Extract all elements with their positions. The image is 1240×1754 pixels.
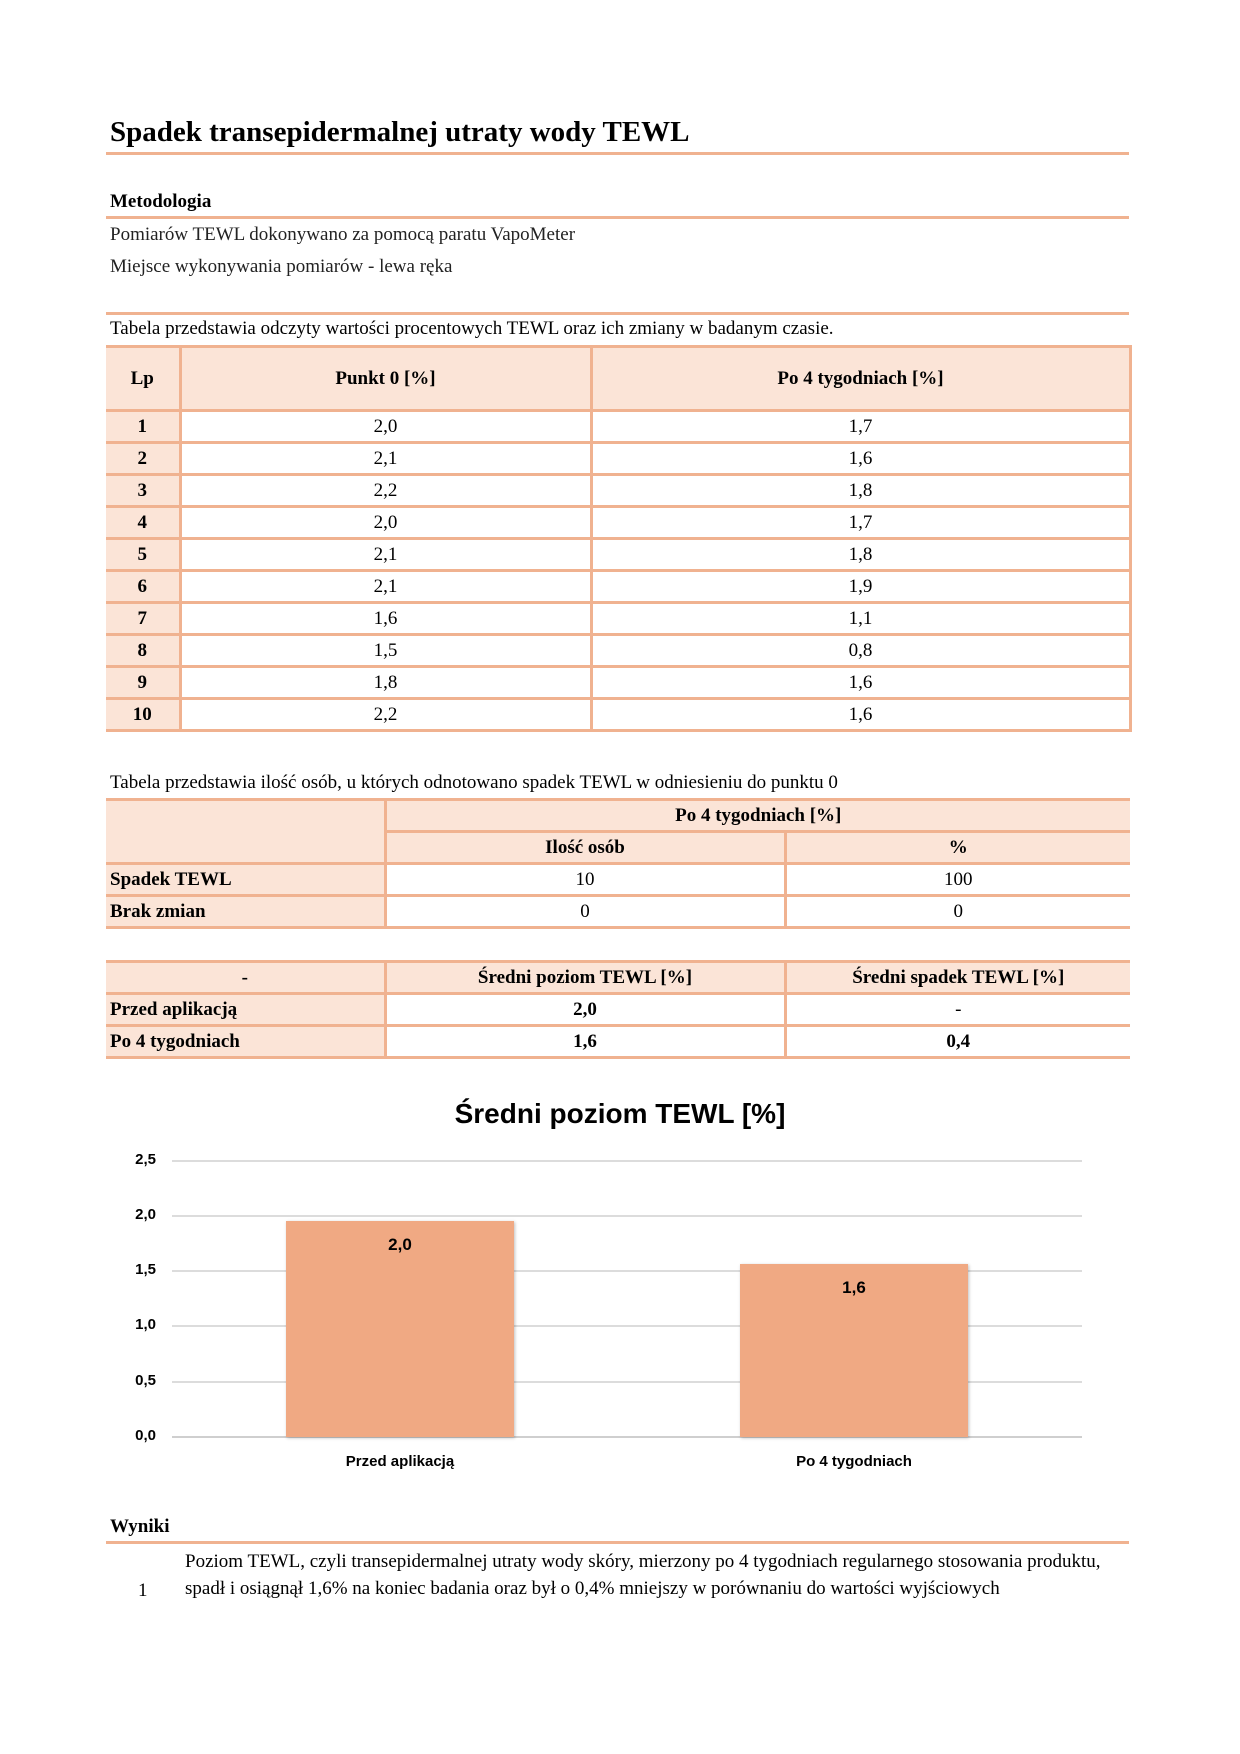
- row-punkt0: 2,1: [180, 571, 591, 603]
- table2-corner: [106, 800, 385, 864]
- y-tick: 0,5: [135, 1372, 156, 1389]
- row-punkt0: 2,0: [180, 411, 591, 443]
- table-row: [106, 864, 1130, 896]
- row-po4: 1,8: [591, 475, 1130, 507]
- results-heading: Wyniki: [110, 1516, 170, 1537]
- row-drop: -: [785, 994, 1130, 1026]
- table-row: [106, 443, 1130, 475]
- row-percent: 0: [785, 896, 1130, 928]
- chart-title: Średni poziom TEWL [%]: [454, 1098, 786, 1129]
- table1-top-rule: [106, 312, 1129, 315]
- table-row: [106, 603, 1130, 635]
- methodology-line-1: Pomiarów TEWL dokonywano za pomocą paratu VapoMeter: [110, 224, 576, 245]
- row-lp: 5: [106, 539, 180, 571]
- row-po4: 1,7: [591, 507, 1130, 539]
- table-row: [106, 1026, 1130, 1058]
- methodology-underline: [106, 216, 1129, 219]
- row-punkt0: 1,5: [180, 635, 591, 667]
- tewl-decrease-count-table: [106, 798, 1130, 929]
- header-dash: -: [106, 962, 385, 994]
- bar-data-label: 1,6: [842, 1278, 866, 1297]
- row-label: Przed aplikacją: [106, 994, 385, 1026]
- gridline: [172, 1160, 1082, 1162]
- row-punkt0: 1,8: [180, 667, 591, 699]
- header-punkt0: Punkt 0 [%]: [180, 347, 591, 411]
- row-po4: 1,9: [591, 571, 1130, 603]
- row-punkt0: 1,6: [180, 603, 591, 635]
- row-lp: 7: [106, 603, 180, 635]
- row-po4: 1,7: [591, 411, 1130, 443]
- row-punkt0: 2,2: [180, 475, 591, 507]
- tewl-readings-table: [106, 345, 1132, 732]
- methodology-line-2: Miejsce wykonywania pomiarów - lewa ręka: [110, 256, 453, 277]
- row-punkt0: 2,1: [180, 539, 591, 571]
- row-po4: 0,8: [591, 635, 1130, 667]
- gridline: [172, 1215, 1082, 1217]
- x-category-label: Przed aplikacją: [345, 1453, 455, 1470]
- row-lp: 3: [106, 475, 180, 507]
- table-row: [106, 896, 1130, 928]
- table-row: [106, 699, 1130, 731]
- tewl-average-table: [106, 960, 1130, 1059]
- bar-po-4-tygodniach: [740, 1264, 968, 1437]
- bar-data-label: 2,0: [388, 1235, 412, 1254]
- row-label: Po 4 tygodniach: [106, 1026, 385, 1058]
- row-drop: 0,4: [785, 1026, 1130, 1058]
- table1-caption: Tabela przedstawia odczyty wartości procentowych TEWL oraz ich zmiany w badanym czasie.: [110, 318, 834, 339]
- row-count: 0: [385, 896, 785, 928]
- result-text: Poziom TEWL, czyli transepidermalnej utraty wody skóry, mierzony po 4 tygodniach regularnego stosowania produktu, spadł i osiągnął 1,6% na koniec badania oraz był o 0,4% mniejszy w porównaniu do wartości wyjściowych: [185, 1551, 1101, 1599]
- table2-caption: Tabela przedstawia ilość osób, u których odnotowano spadek TEWL w odniesieniu do punktu 0: [110, 772, 838, 793]
- y-tick: 2,0: [135, 1206, 156, 1223]
- table-row: [106, 667, 1130, 699]
- row-po4: 1,6: [591, 667, 1130, 699]
- table-row: [106, 571, 1130, 603]
- results-underline: [106, 1541, 1129, 1544]
- row-label: Spadek TEWL: [106, 864, 385, 896]
- row-po4: 1,1: [591, 603, 1130, 635]
- y-tick: 1,0: [135, 1316, 156, 1333]
- header-avg-level: Średni poziom TEWL [%]: [385, 962, 785, 994]
- row-level: 2,0: [385, 994, 785, 1026]
- table-row: [106, 475, 1130, 507]
- x-category-label: Po 4 tygodniach: [796, 1453, 912, 1470]
- table-row: [106, 994, 1130, 1026]
- row-punkt0: 2,2: [180, 699, 591, 731]
- y-tick: 1,5: [135, 1261, 156, 1278]
- row-percent: 100: [785, 864, 1130, 896]
- table-row: [106, 507, 1130, 539]
- header-po4: Po 4 tygodniach [%]: [591, 347, 1130, 411]
- result-number: 1: [138, 1580, 148, 1601]
- row-po4: 1,8: [591, 539, 1130, 571]
- row-lp: 8: [106, 635, 180, 667]
- row-lp: 10: [106, 699, 180, 731]
- title-underline: [106, 152, 1129, 155]
- row-lp: 4: [106, 507, 180, 539]
- row-punkt0: 2,0: [180, 507, 591, 539]
- row-level: 1,6: [385, 1026, 785, 1058]
- row-lp: 6: [106, 571, 180, 603]
- bar-przed-aplikacja: [286, 1221, 514, 1437]
- row-po4: 1,6: [591, 443, 1130, 475]
- header-avg-drop: Średni spadek TEWL [%]: [785, 962, 1130, 994]
- row-po4: 1,6: [591, 699, 1130, 731]
- table2-group-header: Po 4 tygodniach [%]: [385, 800, 1130, 832]
- page-title: Spadek transepidermalnej utraty wody TEWL: [110, 116, 690, 148]
- methodology-heading: Metodologia: [110, 191, 212, 212]
- row-label: Brak zmian: [106, 896, 385, 928]
- table-row: [106, 635, 1130, 667]
- header-lp: Lp: [106, 347, 180, 411]
- table-row: [106, 411, 1130, 443]
- y-tick: 0,0: [135, 1427, 156, 1444]
- header-percent: %: [785, 832, 1130, 864]
- row-punkt0: 2,1: [180, 443, 591, 475]
- y-tick: 2,5: [135, 1151, 156, 1168]
- row-lp: 1: [106, 411, 180, 443]
- table-row: [106, 539, 1130, 571]
- row-lp: 9: [106, 667, 180, 699]
- row-lp: 2: [106, 443, 180, 475]
- header-count: Ilość osób: [385, 832, 785, 864]
- row-count: 10: [385, 864, 785, 896]
